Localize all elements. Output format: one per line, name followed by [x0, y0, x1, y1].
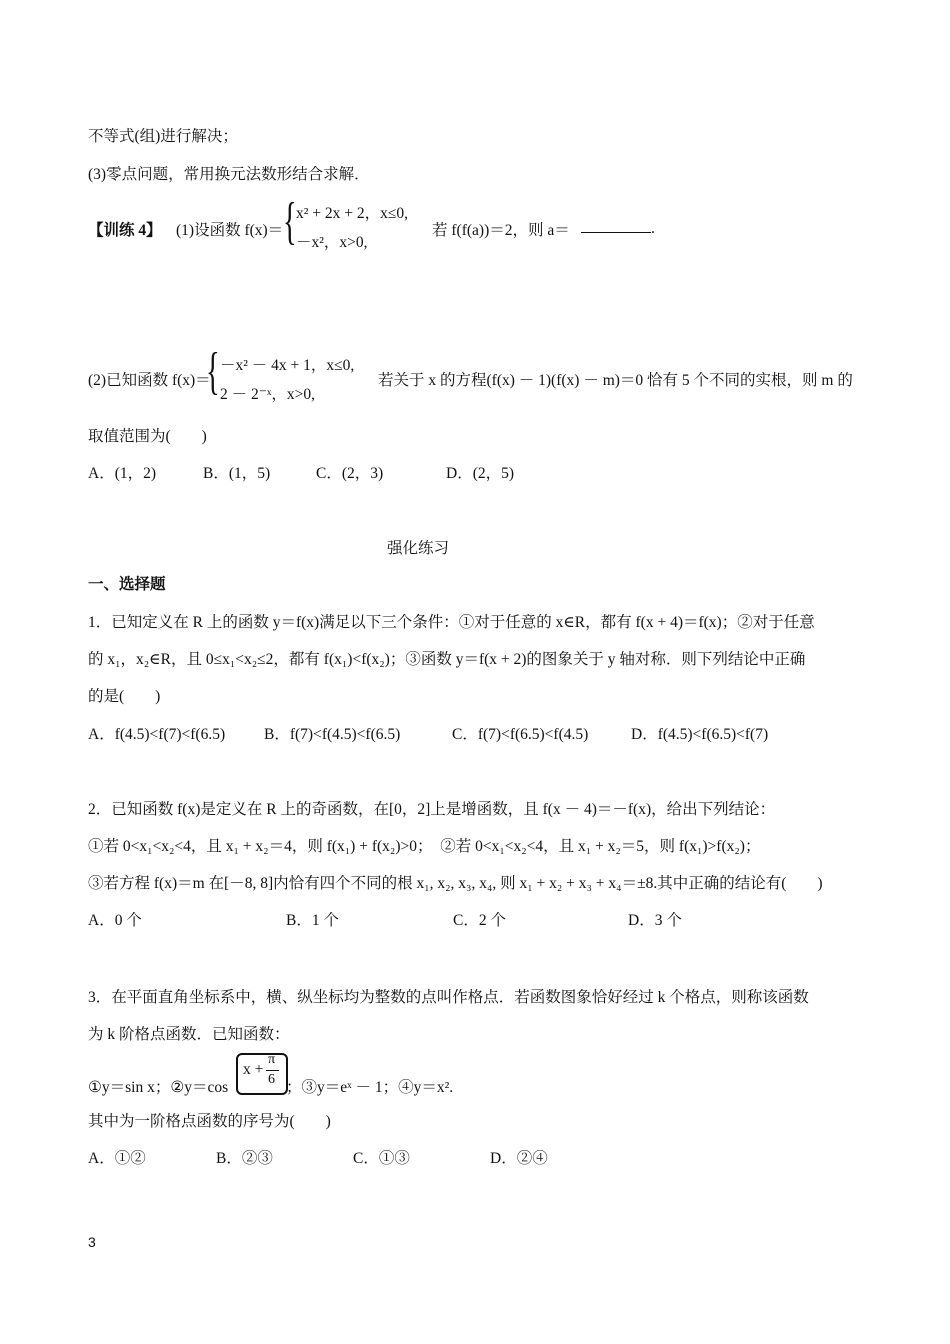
q1-line-1: 1．已知定义在 R 上的函数 y＝f(x)满足以下三个条件：①对于任意的 x∈R，都有 f(x + 4)＝f(x)；②对于任意 — [88, 614, 815, 631]
training-option-b: B．(1，5) — [203, 465, 271, 482]
q3-cos-inner-6: 6 — [268, 1072, 275, 1087]
q2-option-c: C．2 个 — [453, 912, 506, 929]
q2-line-1: 2．已知函数 f(x)是定义在 R 上的奇函数，在[0，2]上是增函数，且 f(x － 4)＝－f(x)，给出下列结论： — [88, 801, 776, 818]
q3-line-1: 3．在平面直角坐标系中，横、纵坐标均为整数的点叫作格点．若函数图象恰好经过 k 个格点，则称该函数 — [88, 989, 809, 1006]
page-number: 3 — [88, 1234, 96, 1250]
brace-2: { — [206, 343, 220, 400]
q1-option-b: B．f(7)<f(4.5)<f(6.5) — [264, 726, 401, 743]
training-p2-prefix: (2)已知函数 f(x)＝ — [88, 372, 211, 389]
training-p1-case1: x² + 2x + 2，x≤0, — [296, 205, 409, 222]
q3-option-d: D．②④ — [490, 1150, 548, 1167]
q3-option-c: C．①③ — [353, 1150, 410, 1167]
q1-option-d: D．f(4.5)<f(6.5)<f(7) — [631, 726, 769, 743]
training-p2-case2: 2 － 2⁻ˣ，x>0, — [220, 386, 316, 403]
q1-line-3: 的是( ) — [88, 688, 161, 705]
q3-option-a: A．①② — [88, 1150, 146, 1167]
q1-option-a: A．f(4.5)<f(7)<f(6.5) — [88, 726, 226, 743]
training-p2-line2: 取值范围为( ) — [88, 428, 207, 445]
q2-line-3: ③若方程 f(x)＝m 在[－8, 8]内恰有四个不同的根 x₁, x₂, x₃, x₄, 则 x₁ + x₂ + x₃ + x₄＝±8.其中正确的结论有( ) — [88, 875, 823, 892]
q3-cos-inner-x: x + — [243, 1061, 264, 1078]
intro-line-2: (3)零点问题，常用换元法数形结合求解． — [88, 166, 370, 183]
q1-option-c: C．f(7)<f(6.5)<f(4.5) — [452, 726, 589, 743]
q3-line-4: 其中为一阶格点函数的序号为( ) — [88, 1113, 331, 1130]
answer-blank: . — [581, 218, 655, 238]
intro-line-1: 不等式(组)进行解决； — [88, 128, 238, 145]
training-p2-case1: －x² － 4x + 1，x≤0, — [220, 357, 355, 374]
q2-option-a: A．0 个 — [88, 912, 142, 929]
training-p2-suffix: 若关于 x 的方程(f(x) － 1)(f(x) － m)＝0 恰有 5 个不同的实根，则 m 的 — [378, 372, 853, 389]
q3-functions-part-1: ①y＝sin x；②y＝cos — [88, 1079, 229, 1096]
training-p1-prefix: (1)设函数 f(x)＝ — [176, 222, 284, 239]
q3-line-2: 为 k 阶格点函数．已知函数： — [88, 1026, 290, 1043]
q3-fraction-bar — [266, 1070, 279, 1071]
training-option-c: C．(2，3) — [316, 465, 384, 482]
brace-1: { — [283, 193, 297, 250]
training-p1-case2: －x²，x>0, — [296, 234, 368, 251]
section-title: 强化练习 — [387, 540, 450, 557]
q1-line-2: 的 x₁，x₂∈R，且 0≤x₁<x₂≤2，都有 f(x₁)<f(x₂)；③函数 y＝f(x + 2)的图象关于 y 轴对称．则下列结论中正确 — [88, 651, 806, 668]
q3-functions-part-2: ；③y＝eˣ － 1；④y＝x². — [286, 1079, 454, 1096]
subsection-title: 一、选择题 — [88, 576, 166, 593]
training-option-a: A．(1，2) — [88, 465, 157, 482]
training-p1-suffix: 若 f(f(a))＝2，则 a＝ — [432, 222, 570, 239]
q3-cos-inner-pi: π — [268, 1052, 276, 1067]
training-label: 【训练 4】 — [88, 222, 162, 239]
q2-option-d: D．3 个 — [628, 912, 682, 929]
q3-option-b: B．②③ — [216, 1150, 273, 1167]
training-option-d: D．(2，5) — [446, 465, 515, 482]
q2-line-2: ①若 0<x₁<x₂<4，且 x₁ + x₂＝4，则 f(x₁) + f(x₂)>0； ②若 0<x₁<x₂<4，且 x₁ + x₂＝5，则 f(x₁)>f(x₂)； — [88, 838, 761, 855]
q2-option-b: B．1 个 — [286, 912, 339, 929]
